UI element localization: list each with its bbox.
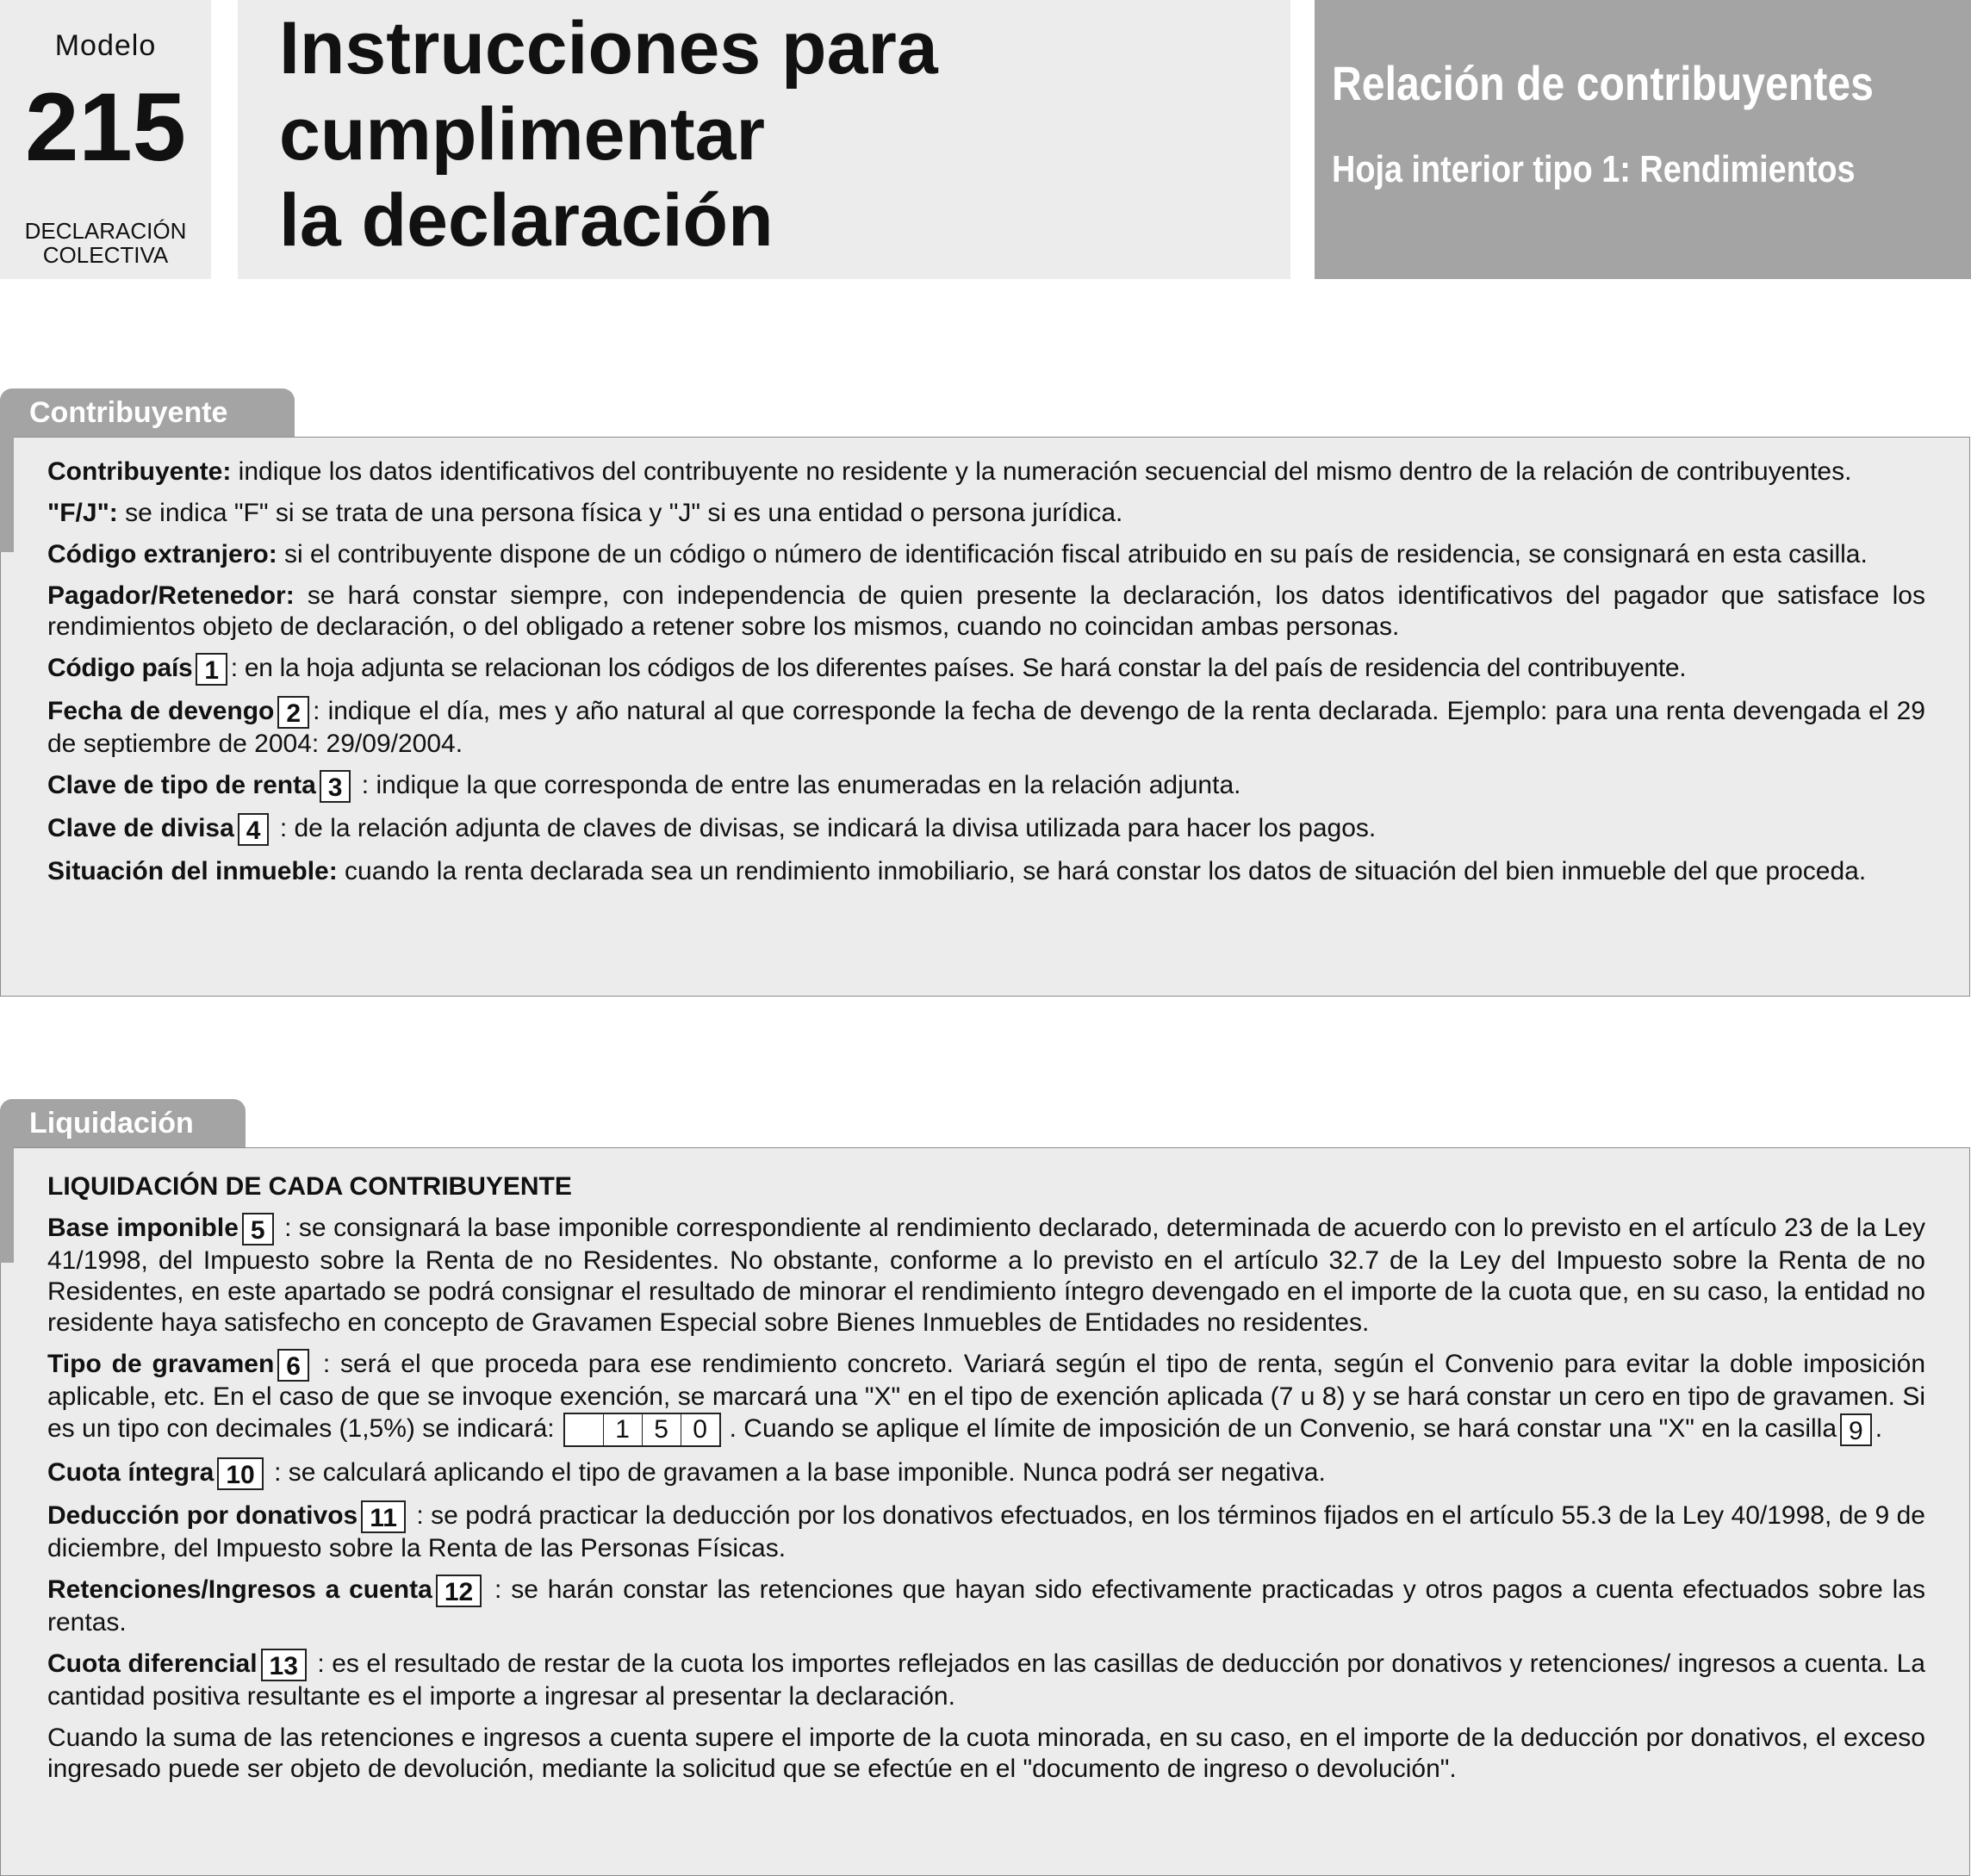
field-box: 6 <box>277 1349 309 1382</box>
field-box: 2 <box>277 696 309 729</box>
contribuyente-text <box>47 457 1925 898</box>
page-title <box>279 5 938 264</box>
liquidacion-accent <box>0 1147 14 1263</box>
model-box <box>0 0 211 279</box>
paragraph: Clave de tipo de renta 3 : indique la que corresponda de entre las enumeradas en la relación adjunta. <box>47 771 1241 803</box>
field-box: 3 <box>320 770 351 803</box>
section-subtitle: Hoja interior tipo 1: Rendimientos <box>1332 148 1856 190</box>
model-subtitle <box>0 219 211 267</box>
model-sub-line1: DECLARACIÓN <box>24 218 187 244</box>
field-box: 9 <box>1840 1413 1872 1446</box>
paragraph: Cuota íntegra 10 : se calculará aplicando el tipo de gravamen a la base imponible. Nunca podrá ser negativa. <box>47 1458 1326 1490</box>
model-number: 215 <box>25 73 186 181</box>
title-line2: cumplimentar <box>279 93 765 176</box>
field-box: 11 <box>361 1500 406 1533</box>
field-box: 5 <box>242 1213 274 1245</box>
paragraph: Fecha de devengo 2 : indique el día, mes y año natural al que corresponde la fecha de devengo de la renta declarada. Ejemplo: para una renta devengada el 29 de septiembre de 2004: 29/09/2004. <box>47 697 1925 759</box>
model-label: Modelo <box>54 29 157 62</box>
title-box <box>238 0 1290 279</box>
liquidacion-heading: LIQUIDACIÓN DE CADA CONTRIBUYENTE <box>47 1172 572 1201</box>
field-box: 13 <box>261 1649 307 1681</box>
tab-contribuyente: Contribuyente <box>0 388 295 437</box>
field-box: 1 <box>196 653 227 686</box>
paragraph: Pagador/Retenedor: se hará constar siempre, con independencia de quien presente la declaración, los datos identificativos del pagador que satisface los rendimientos objeto de declaración, o del obligado a retener sobre los mismos, cuando no coincidan ambas personas. <box>47 581 1925 641</box>
paragraph: Tipo de gravamen 6 : será el que proceda para ese rendimiento concreto. Variará según el tipo de renta, según el Convenio para evitar la doble imposición aplicable, etc. En el caso de que se invoque exención, se marcará una "X" en el tipo de exención aplicada (7 u 8) y se hará constar un cero en tipo de gravamen. Si es un tipo con decimales (1,5%) se indicará: 1 5 0 . Cuando se aplique el límite de imposición de un Convenio, se hará constar una "X" en la casilla 9 . <box>47 1350 1925 1446</box>
liquidacion-text <box>47 1171 1925 1795</box>
decimal-digits-example: 1 5 0 <box>563 1413 721 1447</box>
section-title-box <box>1315 0 1971 279</box>
field-box: 12 <box>436 1575 482 1607</box>
title-line3: la declaración <box>279 179 774 262</box>
paragraph: Cuota diferencial 13 : es el resultado de restar de la cuota los importes reflejados en las casillas de deducción por donativos y retenciones/ ingresos a cuenta. La cantidad positiva resultante es el importe a ingresar al presentar la declaración. <box>47 1649 1925 1711</box>
paragraph: Situación del inmueble: cuando la renta declarada sea un rendimiento inmobiliario, se hará constar los datos de situación del bien inmueble del que proceda. <box>47 857 1867 886</box>
model-sub-line2: COLECTIVA <box>42 242 169 268</box>
paragraph: Clave de divisa 4 : de la relación adjunta de claves de divisas, se indicará la divisa utilizada para hacer los pagos. <box>47 814 1377 846</box>
paragraph: Cuando la suma de las retenciones e ingresos a cuenta supere el importe de la cuota minorada, en su caso, en el importe de la deducción por donativos, el exceso ingresado puede ser objeto de devolución, mediante la solicitud que se efectúe en el "documento de ingreso o devolución". <box>47 1724 1925 1784</box>
contribuyente-accent <box>0 437 14 552</box>
paragraph: "F/J": se indica "F" si se trata de una persona física y "J" si es una entidad o persona jurídica. <box>47 499 1123 527</box>
paragraph: Deducción por donativos 11 : se podrá practicar la deducción por los donativos efectuados, en los términos fijados en el artículo 55.3 de la Ley 40/1998, de 9 de diciembre, del Impuesto sobre la Renta de las Personas Físicas. <box>47 1501 1925 1563</box>
paragraph: Código país 1 : en la hoja adjunta se relacionan los códigos de los diferentes países. Se hará constar la del país de residencia del contribuyente. <box>47 654 1687 686</box>
field-box: 4 <box>238 813 270 846</box>
paragraph: Contribuyente: indique los datos identificativos del contribuyente no residente y la numeración secuencial del mismo dentro de la relación de contribuyentes. <box>47 457 1852 486</box>
tab-liquidacion: Liquidación <box>0 1099 246 1147</box>
paragraph: Código extranjero: si el contribuyente dispone de un código o número de identificación fiscal atribuido en su país de residencia, se consignará en esta casilla. <box>47 540 1868 568</box>
field-box: 10 <box>217 1457 263 1490</box>
section-title: Relación de contribuyentes <box>1332 56 1874 110</box>
title-line1: Instrucciones para <box>279 7 938 90</box>
paragraph: Base imponible 5 : se consignará la base imponible correspondiente al rendimiento declarado, determinada de acuerdo con lo previsto en el artículo 23 de la Ley 41/1998, del Impuesto sobre la Renta de no Residentes. No obstante, conforme a lo previsto en el artículo 32.7 de la Ley del Impuesto sobre la Renta de no Residentes, en este apartado se podrá consignar el resultado de minorar el rendimiento íntegro devengado en el importe de la cuota que, en su caso, la entidad no residente haya satisfecho en concepto de Gravamen Especial sobre Bienes Inmuebles de Entidades no residentes. <box>47 1214 1925 1338</box>
paragraph: Retenciones/Ingresos a cuenta 12 : se harán constar las retenciones que hayan sido efectivamente practicadas y otros pagos a cuenta efectuados sobre las rentas. <box>47 1575 1925 1637</box>
